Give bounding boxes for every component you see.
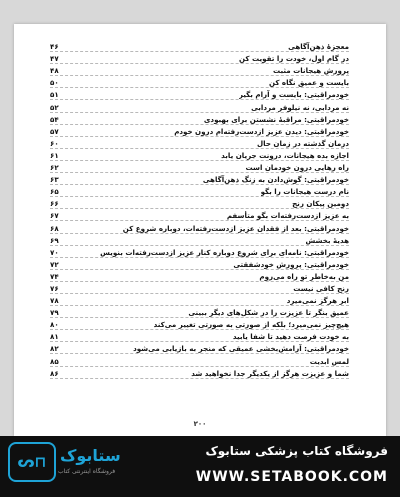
- toc-title: ابر هرگز نمی‌میرد: [286, 296, 349, 306]
- toc-page-number: ۷۶: [50, 283, 59, 293]
- toc-page-number: ۴۶: [50, 42, 59, 52]
- toc-title: به عزیز ازدست‌رفته‌ات بگو متأسفم: [226, 211, 349, 221]
- toc-page-number: ۵۷: [50, 126, 59, 136]
- toc-entry: [50, 282, 349, 294]
- toc-page-number: ۷۸: [50, 296, 59, 306]
- toc-title: اجازه بده هیجانات، درونت جریان یابد: [221, 150, 349, 160]
- toc-entry: [50, 221, 349, 233]
- toc-page-number: ۷۴: [50, 271, 59, 281]
- toc-page-number: ۸۰: [50, 320, 59, 330]
- toc-title: به خودت فرصت دهید تا شفا یابید: [232, 332, 349, 342]
- toc-page-number: ۶۱: [50, 150, 59, 160]
- brand-logo: [8, 442, 56, 482]
- toc-entry: [50, 294, 349, 306]
- toc-page-number: ۸۱: [50, 332, 59, 342]
- toc-page-number: ۷۹: [50, 308, 59, 318]
- toc-entry: [50, 137, 349, 149]
- toc-page-number: ۶۹: [50, 235, 59, 245]
- toc-title: خودمراقبتی: آرامش‌بخشی عمیقی که منجر به بازیابی می‌شود: [133, 344, 349, 354]
- toc-entry: [50, 330, 349, 342]
- toc-entry: [50, 306, 349, 318]
- toc-title: در گام اول، خودت را تقویت کن: [239, 54, 349, 64]
- toc-title: خودمراقبتی: گوش‌دادن به زنگ ذهن‌آگاهی: [202, 175, 349, 185]
- publisher-footer: [0, 436, 400, 497]
- toc-page-number: ۵۴: [50, 114, 59, 124]
- toc-title: من به‌خاطر تو راه می‌روم: [259, 271, 349, 281]
- toc-page-number: ۴۷: [50, 54, 59, 64]
- toc-title: درمان گذشته در زمان حال: [257, 138, 349, 148]
- toc-title: هیچ‌چیز نمی‌میرد؛ بلکه از صورتی به صورتی تغییر می‌کند: [153, 320, 349, 330]
- toc-entry: [50, 209, 349, 221]
- toc-entry: [50, 197, 349, 209]
- toc-page-number: ۶۸: [50, 223, 59, 233]
- toc-entry: [50, 318, 349, 330]
- toc-page-number: ۷۲: [50, 259, 59, 269]
- toc-title: هدیۀ بخشش: [305, 235, 349, 245]
- toc-entry: [50, 149, 349, 161]
- toc-entry: [50, 246, 349, 258]
- toc-entry: [50, 113, 349, 125]
- toc-page-number: ۸۵: [50, 356, 59, 366]
- store-name: فروشگاه کتاب پزشکی ستابوک: [205, 444, 388, 458]
- toc-title: معجزۀ ذهن‌آگاهی: [288, 42, 349, 52]
- toc-entry: [50, 185, 349, 197]
- toc-title: شما و عزیزت هرگز از یکدیگر جدا نخواهید شد: [191, 368, 349, 378]
- toc-title: خودمراقبتی: بعد از فقدان عزیز ازدست‌رفته‌ات، دوباره شروع کن: [122, 223, 349, 233]
- toc-entry: [50, 173, 349, 185]
- toc-entry: [50, 234, 349, 246]
- toc-title: بایست و عمیق نگاه کن: [268, 78, 349, 88]
- toc-entry: [50, 354, 349, 366]
- toc-entry: [50, 342, 349, 354]
- table-of-contents: [50, 40, 349, 379]
- page-number: ۲۰۰: [193, 420, 207, 428]
- toc-page-number: ۶۰: [50, 138, 59, 148]
- toc-page-number: ۵۱: [50, 90, 59, 100]
- logo-subtitle: فروشگاه اینترنتی کتاب: [58, 468, 116, 475]
- toc-title: خودمراقبتی: دیدن عزیز ازدست‌رفته‌ام درون خودم: [174, 126, 349, 136]
- toc-title: عمیق بنگر تا عزیزت را در شکل‌های دیگر ببینی: [188, 308, 349, 318]
- toc-title: لمس ابدیت: [309, 356, 349, 366]
- toc-title: خودمراقبتی: نامه‌ای برای شروع دوباره کنار عزیز ازدست‌رفته‌ات بنویس: [100, 247, 349, 257]
- toc-page-number: ۶۷: [50, 211, 59, 221]
- store-url[interactable]: WWW.SETABOOK.COM: [195, 469, 388, 485]
- toc-page-number: ۶۲: [50, 163, 59, 173]
- toc-title: راه رهایی درون خودمان است: [245, 163, 349, 173]
- book-page: [14, 24, 386, 436]
- toc-title: پرورش هیجانات مثبت: [272, 66, 349, 76]
- toc-page-number: ۵۰: [50, 78, 59, 88]
- toc-title: خودمراقبتی: بایست و آرام بگیر: [238, 90, 349, 100]
- toc-entry: [50, 40, 349, 52]
- toc-page-number: ۷۰: [50, 247, 59, 257]
- toc-entry: [50, 52, 349, 64]
- toc-title: خودمراقبتی: مراقبۀ نشستن برای بهبودی: [203, 114, 349, 124]
- toc-page-number: ۴۸: [50, 66, 59, 76]
- toc-title: دومین پیکان رنج: [292, 199, 349, 209]
- toc-page-number: ۸۲: [50, 344, 59, 354]
- toc-page-number: ۶۳: [50, 175, 59, 185]
- toc-page-number: ۶۶: [50, 199, 59, 209]
- toc-entry: [50, 367, 349, 379]
- toc-entry: [50, 76, 349, 88]
- toc-page-number: ۸۶: [50, 368, 59, 378]
- toc-entry: [50, 64, 349, 76]
- toc-title: نام درست هیجانات را بگو: [260, 187, 349, 197]
- toc-entry: [50, 161, 349, 173]
- toc-entry: [50, 258, 349, 270]
- toc-page-number: ۵۲: [50, 102, 59, 112]
- toc-title: خودمراقبتی: پرورش خودشفقتی: [233, 259, 349, 269]
- toc-entry: [50, 88, 349, 100]
- toc-title: نه مردابی، نه نیلوفر مردابی: [251, 102, 349, 112]
- logo-icon: ᔕ⊓: [17, 453, 47, 471]
- toc-page-number: ۶۵: [50, 187, 59, 197]
- toc-title: رنج کافی نیست: [293, 283, 349, 293]
- toc-entry: [50, 125, 349, 137]
- toc-entry: [50, 270, 349, 282]
- toc-entry: [50, 100, 349, 112]
- logo-text: ستابوک: [60, 446, 121, 465]
